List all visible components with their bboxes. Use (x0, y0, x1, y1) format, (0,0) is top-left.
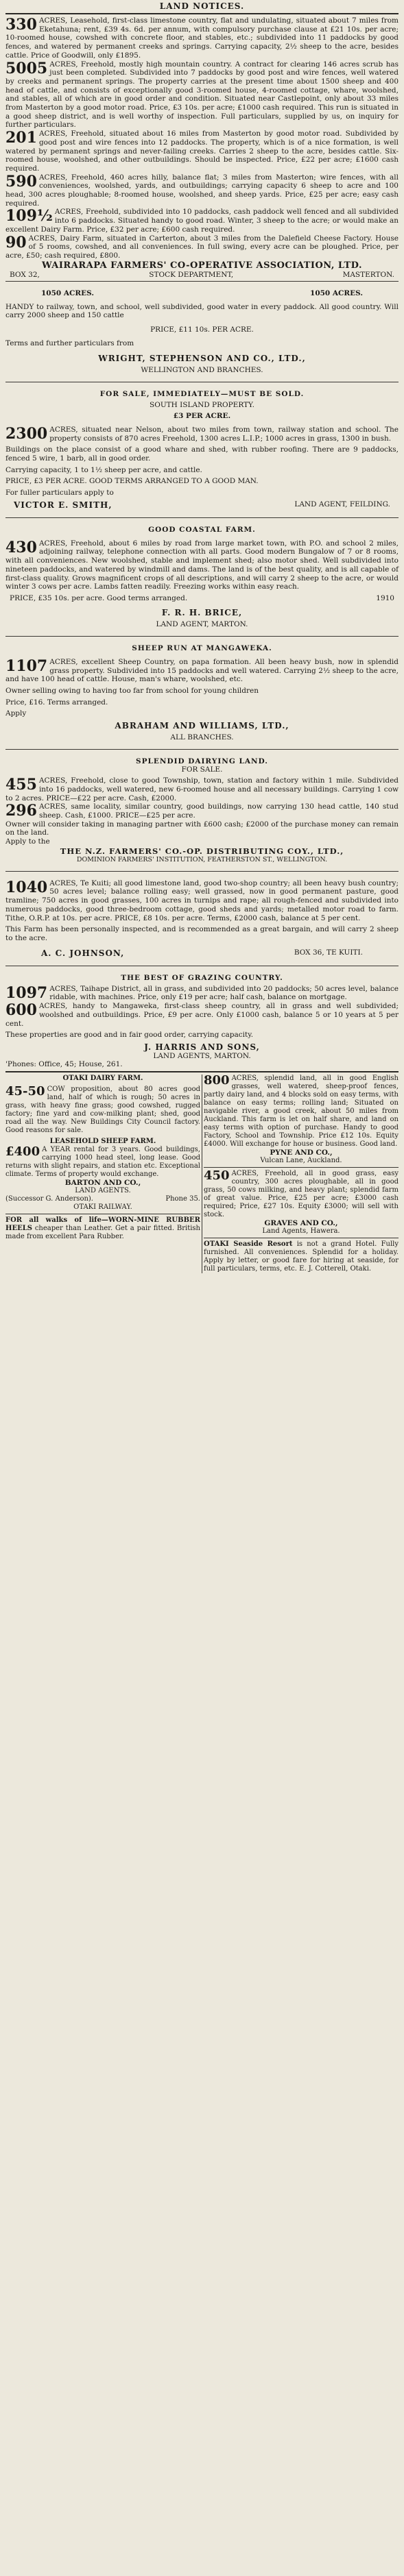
johnson-section (0, 879, 404, 958)
listing: 1107 ACRES, excellent Sheep Country, on papa formation. All been heavy bush, now in splendid grass property. Subdivided into 15 paddocks and well watered. Carrying 2½ sheep to the acre, and have 100 head of cattle. House, man's whare, woolshed, etc. (5, 657, 399, 684)
agent-line: VICTOR E. SMITH, LAND AGENT, FEILDING. (14, 500, 390, 510)
divider (5, 636, 399, 637)
company-name: ABRAHAM AND WILLIAMS, LTD., (115, 721, 289, 731)
phones: 'Phones: Office, 45; House, 261. (5, 1059, 123, 1068)
divider (5, 517, 399, 518)
company-address: BOX 32, STOCK DEPARTMENT, MASTERTON. (10, 270, 394, 279)
price: PRICE, £3 PER ACRE. GOOD TERMS ARRANGED TO A GOOD MAN. (5, 477, 259, 486)
acreage-heading: 1050 ACRES. 1050 ACRES. (41, 289, 363, 297)
listing: 45-50 COW proposition, about 80 acres good land, half of which is rough; 50 acres in grass, with heavy fine grass; good cowshed, rugged factory; fine yard and cow-milking plant; shed, good road all the way. New Buildings City Council factory. Good reasons for sale. (5, 1083, 200, 1134)
town: OTAKI RAILWAY. (73, 1203, 132, 1211)
smith-section (0, 390, 404, 510)
agent-line: A. C. JOHNSON, BOX 36, TE KUITI. (41, 948, 363, 958)
company-name: BARTON AND CO., (64, 1178, 141, 1187)
section-title: GOOD COASTAL FARM. (148, 525, 256, 534)
listing-0: 455 ACRES, Freehold, close to good Township, town, station and factory within 1 mile. Subdivided into 16 paddocks, well watered, new 6-roomed house and all necessary buildings. Carrying 1 cow to 2 acres. PRICE—£22 per acre. Cash, £2000. (5, 776, 399, 802)
wairarapa-section (0, 16, 404, 279)
company-name: J. HARRIS AND SONS, (144, 1042, 260, 1052)
agent-title: LAND AGENT, MARTON. (156, 620, 248, 628)
agent-title: Land Agents, Hawera. (262, 1227, 340, 1235)
listing: 2300 ACRES, situated near Nelson, about two miles from town, railway station and school. The property consists of 870 acres Freehold, 1300 acres L.I.P.; 1000 acres in grass, 1300 in bush. (5, 424, 399, 443)
section-subtitle: FOR SALE. (181, 765, 223, 774)
divider (5, 281, 399, 282)
company-branches: WELLINGTON AND BRANCHES. (141, 365, 263, 374)
listing-3: 590 ACRES, Freehold, 460 acres hilly, balance flat; 3 miles from Masterton; wire fences, with all conveniences, woolshed, yards, and outbuildings; carrying capacity 6 sheep to acre and 100 head, 300 acres ploughable; 8-roomed house, woolshed, and sheep yards. Price, £25 per acre; easy cash required. (5, 172, 399, 208)
listing: 430 ACRES, Freehold, about 6 miles by road from large market town, with P.O. and school 2 miles, adjoining railway, telephone connection with all parts. Good modern Bungalow of 7 or 8 rooms, with all conveniences. New woolshed, stable and implement shed; also motor shed. Well subdivided into nineteen paddocks, and watered by windmill and dams. The land is of the best quality, and is all capable of first-class quality. Grows magnificent crops of all descriptions, and will carry 2 sheep to the acre, or would winter 3 cows per acre. Lambs fatten readily. Freezing works within easy reach. (5, 538, 399, 591)
section-subtitle: SOUTH ISLAND PROPERTY. (150, 400, 254, 409)
listing-1: 5005 ACRES, Freehold, mostly high mountain country. A contract for clearing 146 acres scrub has just been completed. Subdivided into 7 paddocks by good post and wire fences, well watered by creeks and permanent springs. The property carries at the present time about 1500 sheep and 400 head of cattle, and consists of exceptionally good 3-roomed house, 4-roomed cottage, whare, woolshed, and stables, all of which are in good order and condition. Situated near Castlepoint, only about 33 miles from Masterton by a good motor road. Price, £3 10s. per acre; £1000 cash required. This run is situated in a good sheep district, and is well worthy of inspection. Full particulars, supplied by us, on inquiry for further particulars. (5, 59, 399, 130)
section-title: SHEEP RUN AT MANGAWEKA. (132, 643, 272, 652)
owner-note: Owner selling owing to having too far from school for young children (5, 687, 259, 696)
apply-line: For fuller particulars apply to (5, 489, 114, 498)
section-subtitle: LEASEHOLD SHEEP FARM. (49, 1137, 156, 1145)
section-title: OTAKI DAIRY FARM. (62, 1074, 143, 1082)
agent-title: LAND AGENTS, MARTON. (153, 1051, 251, 1060)
agent-title: Vulcan Lane, Auckland. (260, 1156, 342, 1164)
divider (204, 1167, 399, 1168)
page-title: LAND NOTICES. (159, 1, 245, 11)
left-column (4, 1075, 202, 1273)
listing-1: 600 ACRES, handy to Mangaweka, first-class sheep country, all in grass and well subdivided; woolshed and outbuildings. Price, £9 per acre. Only £1000 cash, balance 5 or 10 years at 5 per cent. (5, 1001, 399, 1028)
company-name: GRAVES AND CO., (264, 1218, 338, 1227)
recommendation: This Farm has been personally inspected, and is recommended as a great bargain, and will carry 2 sheep to the acre. (5, 925, 399, 942)
agent-name: F. R. H. BRICE, (161, 607, 243, 617)
apply-line: Apply (5, 709, 27, 718)
rubber-ad: FOR all walks of life—WORN-MINE RUBBER HEELS cheaper than Leather. Get a pair fitted. British made from excellent Para Rubber. (5, 1216, 200, 1240)
otaki-ad: OTAKI Seaside Resort is not a grand Hotel. Fully furnished. All conveniences. Splendid for a holiday. Apply by letter, or good fare for hiring at seaside, for full particulars, terms, etc. E. J. Cotterell, Otaki. (204, 1240, 399, 1273)
terms-line: Terms and further particulars from (5, 339, 134, 348)
harris-section (0, 974, 404, 1069)
section-title: THE BEST OF GRAZING COUNTRY. (121, 973, 283, 982)
price-heading: £3 PER ACRE. (173, 411, 231, 420)
divider (5, 871, 399, 872)
right-column (202, 1072, 400, 1273)
listing-graves: 450 ACRES, Freehold, all in good grass, easy country, 300 acres ploughable, all in good grass, 50 cows milking, and heavy plant; splendid farm of great value. Price, £25 per acre; £3000 cash required; Price, £27 10s. Equity £3000; will sell with stock. (204, 1168, 399, 1218)
listing-4: 109½ ACRES, Freehold, subdivided into 10 paddocks, cash paddock well fenced and all subdivided into 6 paddocks. Situated handy to good road. Winter, 3 sheep to the acre; or would make an excellent Dairy Farm. Price, £32 per acre; £600 cash required. (5, 207, 399, 234)
listing-text: HANDY to railway, town, and school, well subdivided, good water in every paddock. All good country. Will carry 2000 sheep and 150 cattle (5, 302, 399, 320)
apply-line: Apply to the (5, 837, 50, 846)
company-name: PYNE AND CO., (270, 1148, 333, 1157)
wright-section (0, 289, 404, 374)
company-name: THE N.Z. FARMERS' CO.-OP. DISTRIBUTING COY., LTD., (60, 846, 344, 856)
abraham-section (0, 644, 404, 741)
listing-1: 296 ACRES, same locality, similar country, good buildings, now carrying 130 head cattle, 140 stud sheep. Cash, £1000. PRICE—£25 per acre. (5, 802, 399, 820)
company-branches: ALL BRANCHES. (170, 733, 234, 742)
nz-farmers-section (0, 757, 404, 863)
listing-2: Owner will consider taking in managing partner with £600 cash; £2000 of the purchase money can remain on the land. (5, 820, 399, 837)
price-line: PRICE, £35 10s. per acre. Good terms arranged. 1910 (10, 593, 394, 602)
divider (5, 1071, 399, 1072)
listing-lease: £400 A YEAR rental for 3 years. Good buildings, carrying 1000 head steel, long lease. Good returns with slight repairs, and station etc. Exceptional climate. Terms of property would exchange. (5, 1144, 200, 1178)
agent-title: LAND AGENTS. (75, 1186, 131, 1194)
divider (5, 13, 399, 14)
price: PRICE, £11 10s. PER ACRE. (150, 326, 254, 334)
bottom-columns (0, 1072, 404, 1273)
company-name: WAIRARAPA FARMERS' CO-OPERATIVE ASSOCIATION, LTD. (42, 260, 362, 271)
listing-buildings: Buildings on the place consist of a good whare and shed, with rubber roofing. There are 9 paddocks, fenced 5 wire, 1 barb, all in good order. (5, 445, 399, 463)
listing: 1040 ACRES, Te Kuiti; all good limestone land, good two-shop country; all been heavy bush country; 50 acres level; balance rolling easy; well grassed, now in good permanent pasture, good tramline; 750 acres in good grasses, 100 acres in turnips and rape; all rough-fenced and subdivided into numerous paddocks, good three-bedroom cottage, good sheds and yards; metalled motor road to farm. Tithe, O.R.P. at 10s. per acre. PRICE, £8 10s. per acre. Terms, £2000 cash, balance at 5 per cent. (5, 878, 399, 922)
company-name: WRIGHT, STEPHENSON AND CO., LTD., (98, 353, 306, 363)
brice-section (0, 526, 404, 628)
listing-2: 201 ACRES, Freehold, situated about 16 miles from Masterton by good motor road. Subdivided by good post and wire fences into 12 paddocks. The property, which is of a nice formation, is well watered by permanent springs and never-failing creeks. Carries 2 sheep to the acre, besides cattle. Six-roomed house, woolshed, and other outbuildings. Should be inspected. Price, £22 per acre; £1600 cash required. (5, 129, 399, 173)
listing-0: 1097 ACRES, Taihape District, all in grass, and subdivided into 20 paddocks; 50 acres level, balance ridable, with machines. Price, only £19 per acre; half cash, balance on mortgage. (5, 983, 399, 1002)
inspect-note: These properties are good and in fair good order, carrying capacity. (5, 1031, 254, 1040)
carrying-capacity: Carrying capacity, 1 to 1½ sheep per acre, and cattle. (5, 465, 202, 474)
section-title: FOR SALE, IMMEDIATELY—MUST BE SOLD. (99, 389, 305, 398)
section-title: SPLENDID DAIRYING LAND. (136, 757, 268, 766)
price: Price, £16. Terms arranged. (5, 698, 108, 707)
listing-0: 330 ACRES, Leasehold, first-class limestone country, flat and undulating, situated about 7 miles from Eketahuna; rent, £39 4s. 6d. per annum, with compulsory purchase clause at £21 10s. per acre; 10-roomed house, cowshed with concrete floor, and stables, etc.; subdivided into 11 paddocks by good fences, and watered by permanent creeks and springs. Carrying capacity, 2½ sheep to the acre, besides cattle. Price of Goodwill, only £1895. (5, 16, 399, 60)
divider (5, 749, 399, 750)
company-address: DOMINION FARMERS' INSTITUTION, FEATHERSTON ST., WELLINGTON. (76, 855, 328, 863)
successor-line: (Successor G. Anderson). Phone 35. (5, 1194, 200, 1203)
listing-5: 90 ACRES, Dairy Farm, situated in Carterton, about 3 miles from the Dalefield Cheese Factory. House of 5 rooms, cowshed, and all conveniences. In full swing, every acre can be ploughed. Price, per acre, £50; cash required, £800. (5, 233, 399, 260)
listing-pyne: 800 ACRES, splendid land, all in good English grasses, well watered, sheep-proof fences, partly dairy land, and 4 blocks sold on easy terms, with balance on easy terms; rolling land; Situated on navigable river, a good creek, about 50 miles from Auckland. This farm is let on half share, and land on easy terms with option of purchase. Handy to good Factory, School and Township. Price £12 10s. Equity £4000. Will exchange for house or business. Good land. (204, 1072, 399, 1148)
